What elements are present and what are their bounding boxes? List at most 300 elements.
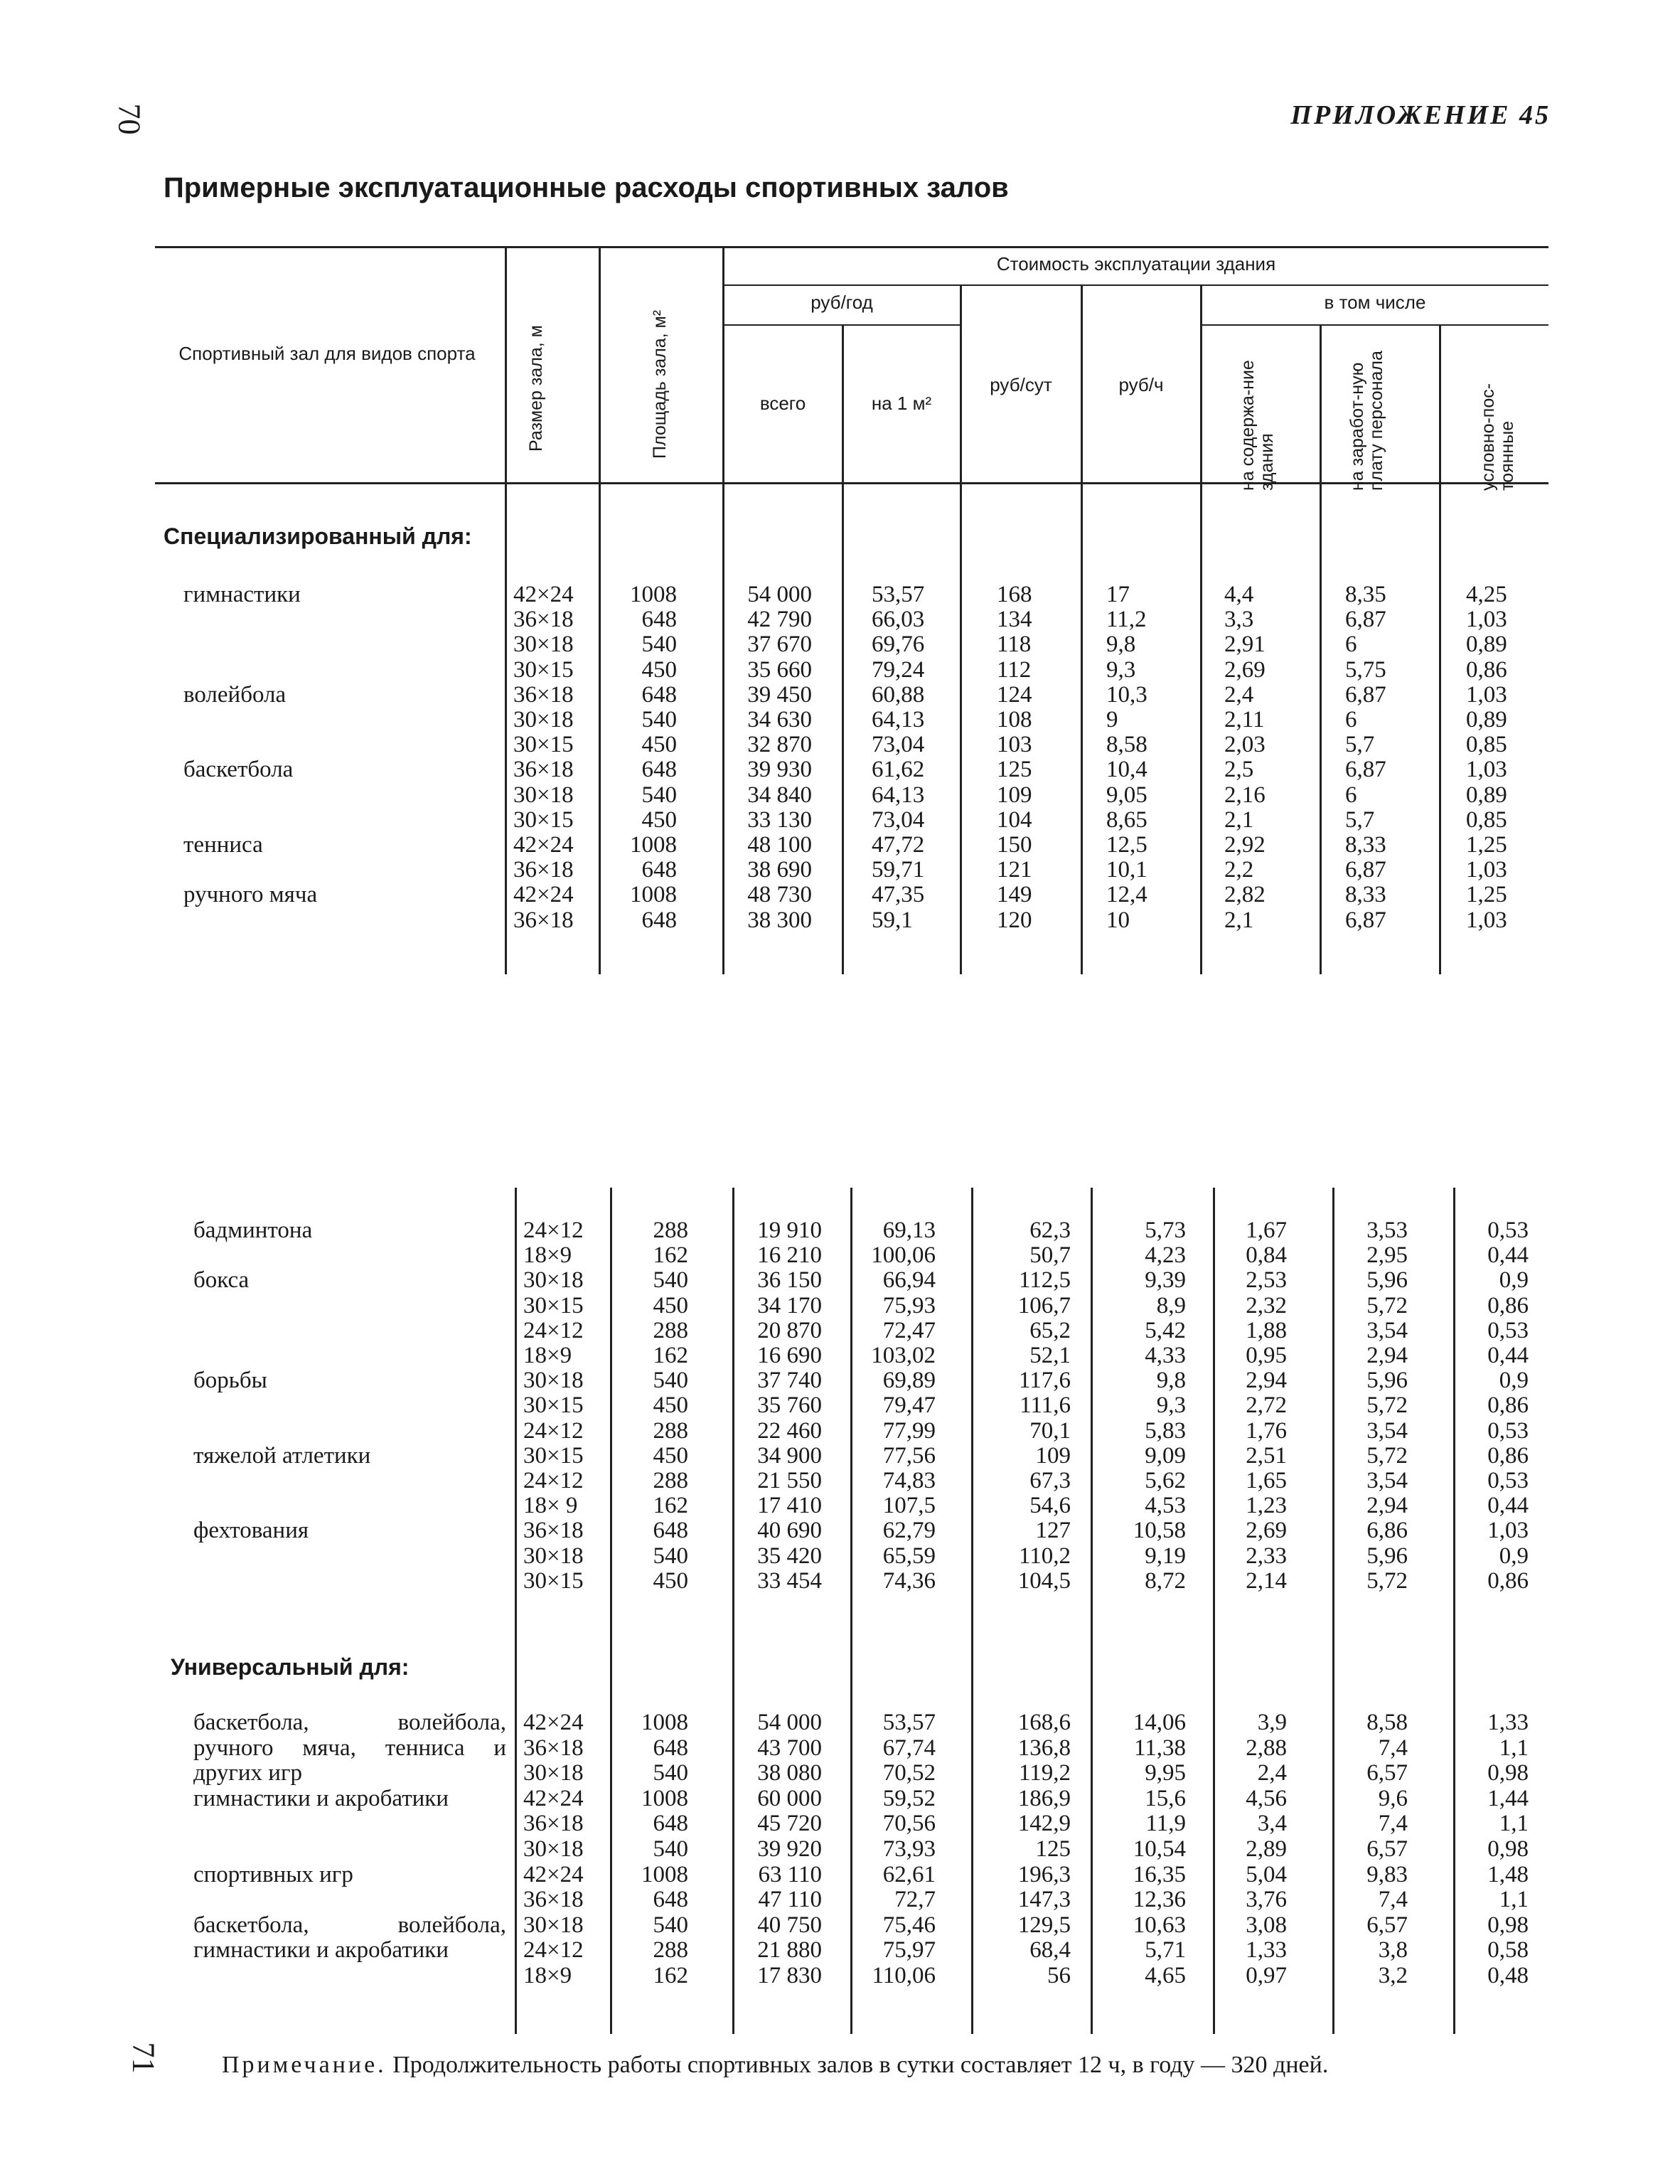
cell-fixed: 1,1 bbox=[1499, 1887, 1529, 1913]
cell-per-m2: 70,52 bbox=[882, 1760, 936, 1786]
cell-fixed: 0,98 bbox=[1487, 1836, 1529, 1862]
cell-salary: 7,4 bbox=[1378, 1811, 1408, 1837]
cell-rub-hour: 12,36 bbox=[1133, 1887, 1186, 1913]
cell-maint: 2,14 bbox=[1246, 1567, 1287, 1594]
cell-total: 60 000 bbox=[757, 1785, 822, 1811]
cell-area: 162 bbox=[653, 1343, 688, 1368]
cell-area: 1008 bbox=[641, 1785, 688, 1811]
cell-salary: 5,96 bbox=[1366, 1368, 1408, 1394]
cell-per-m2: 53,57 bbox=[872, 582, 925, 607]
cell-fixed: 1,33 bbox=[1487, 1710, 1529, 1735]
header-rub-hour: руб/ч bbox=[1118, 374, 1164, 395]
section-universal: Универсальный для: bbox=[171, 1654, 410, 1680]
cell-rub-day: 168 bbox=[997, 582, 1032, 607]
cell-rub-day: 65,2 bbox=[1029, 1317, 1071, 1343]
cell-per-m2: 67,74 bbox=[882, 1735, 936, 1761]
cell-rub-day: 121 bbox=[997, 857, 1032, 883]
cell-total: 39 450 bbox=[747, 681, 812, 708]
cell-maint: 1,33 bbox=[1246, 1937, 1287, 1964]
cell-rub-day: 110,2 bbox=[1018, 1543, 1071, 1569]
cell-rub-day: 70,1 bbox=[1029, 1417, 1071, 1444]
cell-salary: 3,54 bbox=[1366, 1417, 1408, 1444]
cell-salary: 5,96 bbox=[1366, 1543, 1408, 1569]
note-text: Продолжительность работы спортивных залов в сутки составляет 12 ч, в году — 320 дней. bbox=[392, 2052, 1329, 2078]
cell-rub-day: 67,3 bbox=[1029, 1468, 1071, 1493]
cell-salary: 3,54 bbox=[1366, 1317, 1408, 1343]
cell-per-m2: 72,47 bbox=[882, 1317, 936, 1343]
cell-rub-hour: 8,58 bbox=[1106, 732, 1147, 758]
cell-size: 30×15 bbox=[523, 1567, 584, 1594]
cell-rub-hour: 10 bbox=[1106, 907, 1130, 933]
cell-salary: 3,54 bbox=[1366, 1468, 1408, 1493]
header-vline bbox=[1200, 286, 1202, 482]
cell-fixed: 0,48 bbox=[1487, 1963, 1529, 1988]
cell-per-m2: 62,61 bbox=[882, 1861, 936, 1887]
cell-area: 288 bbox=[653, 1468, 688, 1493]
cell-area: 648 bbox=[641, 757, 677, 783]
cell-total: 38 690 bbox=[747, 857, 812, 883]
cell-maint: 2,32 bbox=[1246, 1292, 1287, 1319]
cell-size: 24×12 bbox=[523, 1937, 584, 1964]
cell-per-m2: 103,02 bbox=[871, 1343, 936, 1368]
cell-area: 450 bbox=[641, 656, 677, 683]
cell-maint: 0,97 bbox=[1246, 1963, 1287, 1988]
cell-maint: 2,2 bbox=[1224, 857, 1254, 883]
cell-per-m2: 47,72 bbox=[872, 832, 925, 858]
cell-rub-day: 124 bbox=[997, 681, 1032, 708]
cell-rub-day: 112,5 bbox=[1018, 1267, 1071, 1294]
table-row bbox=[0, 1836, 1680, 1862]
header-fixed-text: условно-пос-тоянные bbox=[1478, 383, 1517, 491]
cell-rub-hour: 8,9 bbox=[1156, 1292, 1186, 1319]
cell-salary: 3,8 bbox=[1378, 1937, 1408, 1964]
cell-maint: 2,03 bbox=[1224, 732, 1266, 758]
cell-rub-hour: 9,8 bbox=[1106, 632, 1136, 658]
row-label: борьбы bbox=[193, 1368, 267, 1394]
header-vline bbox=[599, 247, 601, 482]
cell-maint: 3,4 bbox=[1257, 1811, 1287, 1837]
cell-per-m2: 100,06 bbox=[871, 1242, 936, 1269]
cell-total: 38 080 bbox=[757, 1760, 822, 1786]
header-salary-text: на заработ-ную плату персонала bbox=[1347, 351, 1386, 491]
cell-per-m2: 75,93 bbox=[882, 1292, 936, 1319]
page-title: Примерные эксплуатационные расходы спортивных залов bbox=[164, 172, 1009, 203]
cell-total: 37 670 bbox=[747, 632, 812, 658]
row-label: ручного мяча, тенниса и bbox=[193, 1735, 506, 1761]
cell-size: 36×18 bbox=[513, 757, 574, 783]
cell-salary: 8,58 bbox=[1366, 1710, 1408, 1735]
cell-rub-hour: 10,63 bbox=[1133, 1912, 1186, 1938]
header-salary bbox=[1348, 320, 1411, 491]
cell-area: 450 bbox=[653, 1442, 688, 1469]
table-row bbox=[0, 1811, 1680, 1836]
cell-size: 42×24 bbox=[523, 1710, 584, 1735]
cell-maint: 4,56 bbox=[1246, 1785, 1287, 1811]
cell-rub-hour: 9,3 bbox=[1106, 656, 1136, 683]
cell-fixed: 0,44 bbox=[1487, 1493, 1529, 1519]
cell-rub-hour: 11,2 bbox=[1106, 607, 1147, 633]
cell-rub-day: 147,3 bbox=[1017, 1887, 1071, 1913]
cell-fixed: 0,85 bbox=[1466, 732, 1507, 758]
cell-rub-hour: 4,53 bbox=[1145, 1493, 1186, 1519]
cell-total: 39 920 bbox=[757, 1836, 822, 1862]
table-note bbox=[222, 2052, 1328, 2079]
cell-per-m2: 77,99 bbox=[882, 1417, 936, 1444]
header-rub-day: руб/сут bbox=[990, 374, 1052, 395]
cell-rub-day: 186,9 bbox=[1017, 1785, 1071, 1811]
cell-per-m2: 65,59 bbox=[882, 1543, 936, 1569]
cell-rub-day: 119,2 bbox=[1018, 1760, 1071, 1786]
cell-size: 30×15 bbox=[523, 1292, 584, 1319]
cell-rub-day: 168,6 bbox=[1017, 1710, 1071, 1735]
row-label: фехтования bbox=[193, 1518, 309, 1544]
cell-rub-day: 150 bbox=[997, 832, 1032, 858]
table-row bbox=[0, 1963, 1680, 1988]
cell-size: 30×18 bbox=[513, 707, 574, 733]
cell-rub-hour: 9,05 bbox=[1106, 782, 1147, 808]
header-vline bbox=[722, 247, 724, 482]
table-row bbox=[0, 1493, 1680, 1518]
cell-total: 54 000 bbox=[757, 1710, 822, 1735]
cell-salary: 6,87 bbox=[1345, 681, 1386, 708]
cell-salary: 8,35 bbox=[1345, 582, 1386, 607]
cell-total: 35 420 bbox=[757, 1543, 822, 1569]
cell-fixed: 1,03 bbox=[1466, 907, 1507, 933]
cell-per-m2: 75,97 bbox=[882, 1937, 936, 1964]
cell-fixed: 0,86 bbox=[1487, 1567, 1529, 1594]
cell-total: 36 150 bbox=[757, 1267, 822, 1294]
cell-salary: 7,4 bbox=[1378, 1887, 1408, 1913]
cell-maint: 2,4 bbox=[1224, 681, 1254, 708]
cell-rub-day: 109 bbox=[1035, 1442, 1071, 1469]
header-per-m2: на 1 м² bbox=[871, 393, 932, 414]
cell-rub-day: 120 bbox=[997, 907, 1032, 933]
row-label: тяжелой атлетики bbox=[193, 1442, 371, 1469]
cell-per-m2: 69,89 bbox=[882, 1368, 936, 1394]
cell-area: 648 bbox=[653, 1735, 688, 1761]
cell-rub-day: 62,3 bbox=[1029, 1218, 1071, 1243]
cell-per-m2: 73,93 bbox=[882, 1836, 936, 1862]
cell-total: 35 760 bbox=[757, 1392, 822, 1419]
cell-salary: 5,7 bbox=[1345, 732, 1375, 758]
cell-rub-day: 68,4 bbox=[1029, 1937, 1071, 1964]
cell-fixed: 0,89 bbox=[1466, 707, 1507, 733]
cell-fixed: 0,86 bbox=[1487, 1442, 1529, 1469]
cell-maint: 1,88 bbox=[1246, 1317, 1287, 1343]
header-area: Площадь зала, м² bbox=[650, 309, 670, 459]
cell-size: 24×12 bbox=[523, 1317, 584, 1343]
cell-maint: 2,33 bbox=[1246, 1543, 1287, 1569]
cell-rub-hour: 4,65 bbox=[1145, 1963, 1186, 1988]
cell-per-m2: 66,94 bbox=[882, 1267, 936, 1294]
cell-salary: 3,2 bbox=[1378, 1963, 1408, 1988]
cell-size: 36×18 bbox=[523, 1518, 584, 1544]
cell-size: 30×18 bbox=[513, 782, 574, 808]
cell-salary: 8,33 bbox=[1345, 832, 1386, 858]
row-label: ручного мяча bbox=[183, 882, 318, 908]
cell-rub-day: 56 bbox=[1047, 1963, 1071, 1988]
cell-size: 30×15 bbox=[513, 806, 574, 833]
cell-salary: 6,87 bbox=[1345, 857, 1386, 883]
cell-fixed: 0,98 bbox=[1487, 1912, 1529, 1938]
cell-per-m2: 60,88 bbox=[872, 681, 925, 708]
cell-salary: 6,57 bbox=[1366, 1912, 1408, 1938]
cell-maint: 2,69 bbox=[1246, 1518, 1287, 1544]
cell-total: 20 870 bbox=[757, 1317, 822, 1343]
cell-area: 450 bbox=[641, 806, 677, 833]
cell-area: 540 bbox=[653, 1912, 688, 1938]
cell-per-m2: 72,7 bbox=[894, 1887, 936, 1913]
cell-maint: 2,1 bbox=[1224, 806, 1254, 833]
cell-size: 36×18 bbox=[523, 1735, 584, 1761]
table-row bbox=[0, 707, 1680, 733]
cell-fixed: 0,89 bbox=[1466, 782, 1507, 808]
cell-salary: 5,72 bbox=[1366, 1442, 1408, 1469]
row-label: тенниса bbox=[183, 832, 263, 858]
cell-size: 18×9 bbox=[523, 1242, 572, 1269]
cell-total: 47 110 bbox=[758, 1887, 822, 1913]
cell-per-m2: 69,13 bbox=[882, 1218, 936, 1243]
header-size: Размер зала, м bbox=[526, 325, 546, 452]
cell-per-m2: 110,06 bbox=[872, 1963, 936, 1988]
cell-rub-hour: 8,72 bbox=[1145, 1567, 1186, 1594]
cell-area: 1008 bbox=[630, 882, 677, 908]
cell-rub-hour: 4,23 bbox=[1145, 1242, 1186, 1269]
cell-rub-day: 112 bbox=[997, 656, 1032, 683]
table-row bbox=[0, 1418, 1680, 1444]
cell-size: 30×18 bbox=[523, 1912, 584, 1938]
cell-area: 540 bbox=[653, 1543, 688, 1569]
cell-size: 24×12 bbox=[523, 1468, 584, 1493]
cell-fixed: 1,03 bbox=[1466, 681, 1507, 708]
cell-rub-day: 134 bbox=[997, 607, 1032, 633]
cell-salary: 5,72 bbox=[1366, 1567, 1408, 1594]
cell-size: 42×24 bbox=[513, 832, 574, 858]
row-label: гимнастики и акробатики bbox=[193, 1937, 449, 1964]
cell-area: 540 bbox=[641, 632, 677, 658]
cell-area: 1008 bbox=[641, 1861, 688, 1887]
cell-size: 42×24 bbox=[513, 582, 574, 607]
cell-rub-hour: 9,95 bbox=[1145, 1760, 1186, 1786]
cell-area: 450 bbox=[653, 1392, 688, 1419]
cell-per-m2: 73,04 bbox=[872, 732, 925, 758]
cell-rub-hour: 10,1 bbox=[1106, 857, 1147, 883]
cell-fixed: 0,44 bbox=[1487, 1242, 1529, 1269]
cell-fixed: 1,48 bbox=[1487, 1861, 1529, 1887]
cell-size: 30×15 bbox=[523, 1442, 584, 1469]
cell-fixed: 1,03 bbox=[1487, 1518, 1529, 1544]
cell-size: 24×12 bbox=[523, 1417, 584, 1444]
cell-fixed: 0,53 bbox=[1487, 1468, 1529, 1493]
cell-fixed: 0,98 bbox=[1487, 1760, 1529, 1786]
cell-rub-day: 109 bbox=[997, 782, 1032, 808]
table-row bbox=[0, 1392, 1680, 1418]
cell-maint: 2,91 bbox=[1224, 632, 1266, 658]
cell-salary: 2,94 bbox=[1366, 1493, 1408, 1519]
cell-fixed: 1,03 bbox=[1466, 757, 1507, 783]
cell-rub-hour: 9 bbox=[1106, 707, 1118, 733]
header-vline bbox=[505, 247, 507, 482]
cell-area: 1008 bbox=[630, 832, 677, 858]
row-label: спортивных игр bbox=[193, 1861, 353, 1887]
cell-fixed: 0,89 bbox=[1466, 632, 1507, 658]
header-vline bbox=[1439, 324, 1441, 482]
cell-fixed: 0,86 bbox=[1466, 656, 1507, 683]
cell-total: 40 750 bbox=[757, 1912, 822, 1938]
cell-area: 540 bbox=[653, 1267, 688, 1294]
cell-total: 45 720 bbox=[757, 1811, 822, 1837]
cell-rub-hour: 5,73 bbox=[1145, 1218, 1186, 1243]
cell-salary: 6 bbox=[1345, 632, 1357, 658]
cell-size: 30×18 bbox=[523, 1836, 584, 1862]
cell-fixed: 0,9 bbox=[1499, 1267, 1529, 1294]
cell-total: 48 100 bbox=[747, 832, 812, 858]
table-row bbox=[0, 732, 1680, 757]
cell-total: 22 460 bbox=[757, 1417, 822, 1444]
cell-area: 450 bbox=[653, 1567, 688, 1594]
cell-rub-day: 108 bbox=[997, 707, 1032, 733]
cell-maint: 1,76 bbox=[1246, 1417, 1287, 1444]
header-rub-year: руб/год bbox=[810, 292, 873, 313]
cell-size: 30×15 bbox=[513, 656, 574, 683]
cell-area: 162 bbox=[653, 1493, 688, 1519]
cell-salary: 5,75 bbox=[1345, 656, 1386, 683]
cell-fixed: 1,25 bbox=[1466, 832, 1507, 858]
cell-fixed: 0,86 bbox=[1487, 1292, 1529, 1319]
cell-area: 450 bbox=[653, 1292, 688, 1319]
cell-size: 42×24 bbox=[523, 1861, 584, 1887]
cell-rub-day: 50,7 bbox=[1029, 1242, 1071, 1269]
cell-maint: 2,94 bbox=[1246, 1368, 1287, 1394]
cell-total: 38 300 bbox=[747, 907, 812, 933]
cell-per-m2: 107,5 bbox=[882, 1493, 936, 1519]
cell-maint: 2,4 bbox=[1257, 1760, 1287, 1786]
cell-total: 16 690 bbox=[757, 1343, 822, 1368]
cell-fixed: 0,58 bbox=[1487, 1937, 1529, 1964]
cell-size: 30×18 bbox=[523, 1760, 584, 1786]
cell-rub-day: 111,6 bbox=[1020, 1392, 1071, 1419]
cell-total: 34 840 bbox=[747, 782, 812, 808]
cell-total: 48 730 bbox=[747, 882, 812, 908]
cell-rub-hour: 5,62 bbox=[1145, 1468, 1186, 1493]
cell-per-m2: 70,56 bbox=[882, 1811, 936, 1837]
cell-total: 40 690 bbox=[757, 1518, 822, 1544]
cell-per-m2: 73,04 bbox=[872, 806, 925, 833]
cell-total: 54 000 bbox=[747, 582, 812, 607]
cell-salary: 5,72 bbox=[1366, 1392, 1408, 1419]
cell-area: 288 bbox=[653, 1937, 688, 1964]
cell-salary: 6,87 bbox=[1345, 907, 1386, 933]
section-specialized: Специализированный для: bbox=[164, 523, 472, 549]
cell-maint: 1,67 bbox=[1246, 1218, 1287, 1243]
cell-total: 16 210 bbox=[757, 1242, 822, 1269]
cell-size: 36×18 bbox=[513, 907, 574, 933]
cell-size: 36×18 bbox=[513, 681, 574, 708]
cell-total: 32 870 bbox=[747, 732, 812, 758]
cell-total: 21 880 bbox=[757, 1937, 822, 1964]
page-number-bottom: 71 bbox=[126, 2042, 161, 2074]
cell-salary: 9,6 bbox=[1378, 1785, 1408, 1811]
cell-rub-day: 196,3 bbox=[1017, 1861, 1071, 1887]
cell-total: 33 130 bbox=[747, 806, 812, 833]
cell-maint: 2,16 bbox=[1224, 782, 1266, 808]
cell-total: 33 454 bbox=[757, 1567, 822, 1594]
cell-rub-day: 104,5 bbox=[1017, 1567, 1071, 1594]
cell-maint: 5,04 bbox=[1246, 1861, 1287, 1887]
cell-rub-day: 118 bbox=[997, 632, 1032, 658]
cell-maint: 2,92 bbox=[1224, 832, 1266, 858]
table-row bbox=[0, 1468, 1680, 1493]
cell-total: 34 900 bbox=[757, 1442, 822, 1469]
cell-rub-day: 127 bbox=[1035, 1518, 1071, 1544]
cell-maint: 2,11 bbox=[1224, 707, 1265, 733]
cell-rub-hour: 11,9 bbox=[1145, 1811, 1186, 1837]
cell-area: 288 bbox=[653, 1218, 688, 1243]
cell-rub-day: 52,1 bbox=[1029, 1343, 1071, 1368]
cell-per-m2: 79,24 bbox=[872, 656, 925, 683]
row-label: бадминтона bbox=[193, 1218, 313, 1243]
cell-rub-hour: 15,6 bbox=[1145, 1785, 1186, 1811]
row-label: других игр bbox=[193, 1760, 302, 1786]
cell-size: 36×18 bbox=[513, 857, 574, 883]
cell-maint: 2,51 bbox=[1246, 1442, 1287, 1469]
header-hall: Спортивный зал для видов спорта bbox=[178, 343, 476, 364]
cell-fixed: 0,86 bbox=[1487, 1392, 1529, 1419]
cell-per-m2: 59,52 bbox=[882, 1785, 936, 1811]
cell-rub-day: 103 bbox=[997, 732, 1032, 758]
cell-maint: 2,5 bbox=[1224, 757, 1254, 783]
cell-size: 18×9 bbox=[523, 1963, 572, 1988]
row-label: бокса bbox=[193, 1267, 250, 1294]
cell-rub-hour: 9,39 bbox=[1145, 1267, 1186, 1294]
cell-rub-hour: 4,33 bbox=[1145, 1343, 1186, 1368]
table-row bbox=[0, 807, 1680, 833]
cell-rub-hour: 9,09 bbox=[1145, 1442, 1186, 1469]
cell-per-m2: 64,13 bbox=[872, 707, 925, 733]
cell-size: 36×18 bbox=[523, 1811, 584, 1837]
cell-per-m2: 79,47 bbox=[882, 1392, 936, 1419]
table-row bbox=[0, 1543, 1680, 1569]
cell-total: 34 170 bbox=[757, 1292, 822, 1319]
cell-total: 42 790 bbox=[747, 607, 812, 633]
table-row bbox=[0, 607, 1680, 632]
cell-salary: 5,96 bbox=[1366, 1267, 1408, 1294]
cell-salary: 6,86 bbox=[1366, 1518, 1408, 1544]
cell-per-m2: 64,13 bbox=[872, 782, 925, 808]
cell-salary: 6,87 bbox=[1345, 757, 1386, 783]
cell-salary: 7,4 bbox=[1378, 1735, 1408, 1761]
cell-area: 648 bbox=[641, 681, 677, 708]
cell-salary: 6,57 bbox=[1366, 1836, 1408, 1862]
cell-fixed: 0,53 bbox=[1487, 1317, 1529, 1343]
cell-rub-hour: 5,83 bbox=[1145, 1417, 1186, 1444]
cell-rub-hour: 5,42 bbox=[1145, 1317, 1186, 1343]
cell-per-m2: 47,35 bbox=[872, 882, 925, 908]
cell-area: 1008 bbox=[641, 1710, 688, 1735]
table-row bbox=[0, 857, 1680, 883]
cell-size: 42×24 bbox=[513, 882, 574, 908]
table-row bbox=[0, 657, 1680, 683]
cell-maint: 2,82 bbox=[1224, 882, 1266, 908]
cell-fixed: 1,25 bbox=[1466, 882, 1507, 908]
cell-fixed: 0,85 bbox=[1466, 806, 1507, 833]
table-row bbox=[0, 1887, 1680, 1912]
cell-salary: 8,33 bbox=[1345, 882, 1386, 908]
cell-rub-day: 149 bbox=[997, 882, 1032, 908]
table-row bbox=[0, 1293, 1680, 1319]
cell-size: 36×18 bbox=[523, 1887, 584, 1913]
cell-per-m2: 69,76 bbox=[872, 632, 925, 658]
